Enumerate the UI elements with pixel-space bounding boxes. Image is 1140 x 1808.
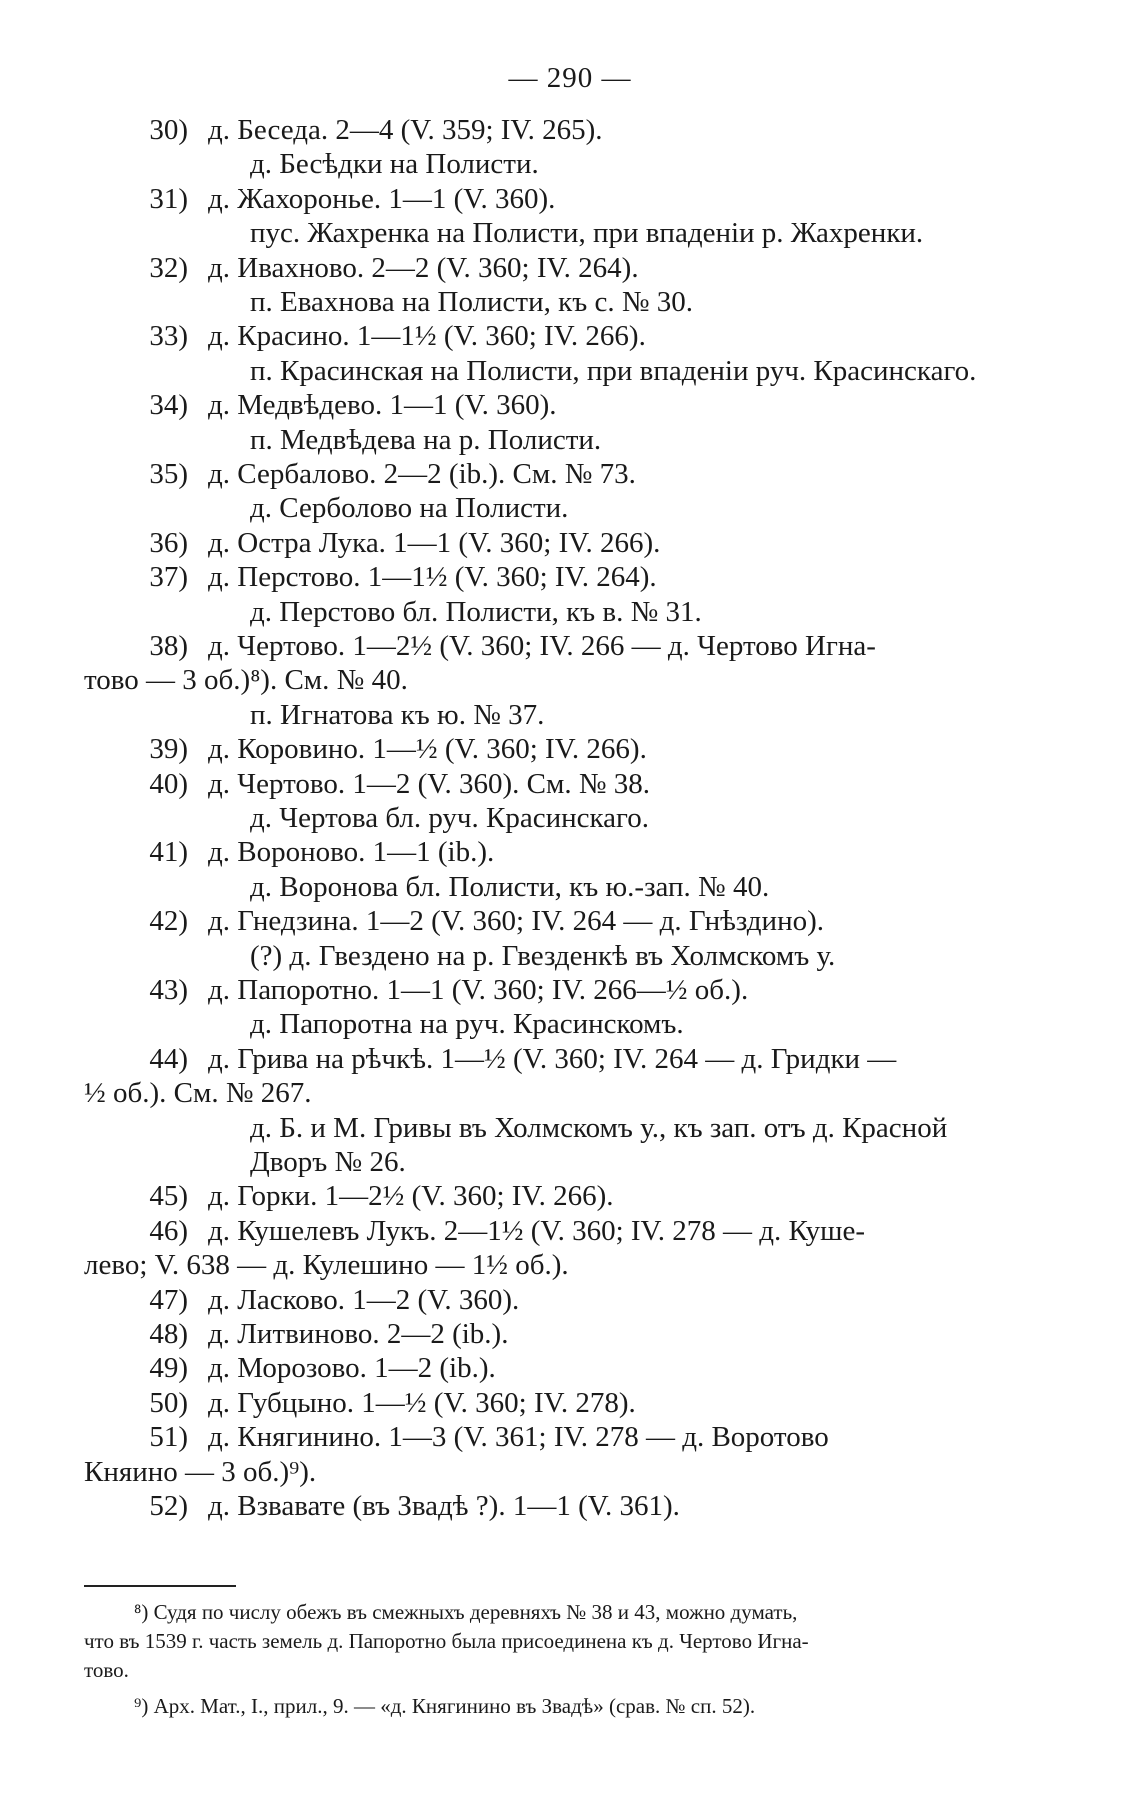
entry-number: 37) — [149, 561, 188, 594]
entry-heading: д. Грива на рѣчкѣ. 1—½ (V. 360; IV. 264 — д. Гридки — — [208, 1042, 897, 1075]
entry-heading: д. Ивахново. 2—2 (V. 360; IV. 264). — [208, 251, 639, 284]
entry-modern-name: п. Евахнова на Полисти, къ с. № 30. — [250, 286, 694, 318]
entry-number: 46) — [149, 1214, 188, 1247]
entry-number: 35) — [149, 458, 188, 490]
entry-number: 48) — [149, 1318, 188, 1350]
entry-heading: д. Княгинино. 1—3 (V. 361; IV. 278 — д. Воротово — [208, 1421, 829, 1454]
entry-continuation: лево; V. 638 — д. Кулешино — 1½ об.). — [84, 1249, 569, 1282]
entry-modern-name: д. Серболово на Полисти. — [250, 492, 569, 525]
entry-heading: д. Красино. 1—1½ (V. 360; IV. 266). — [208, 320, 646, 353]
entry-modern-name: п. Красинская на Полисти, при впаденіи руч. Красинскаго. — [250, 354, 977, 387]
entry-modern-name: д. Перстово бл. Полисти, къ в. № 31. — [250, 595, 702, 628]
entry-heading: д. Морозово. 1—2 (ib.). — [208, 1352, 496, 1385]
footnote-rule — [84, 1585, 236, 1587]
entry-heading: д. Чертово. 1—2 (V. 360). См. № 38. — [208, 767, 651, 800]
entry-heading: д. Губцыно. 1—½ (V. 360; IV. 278). — [208, 1386, 636, 1419]
entry-number: 49) — [149, 1352, 188, 1385]
entry-number: 41) — [149, 836, 188, 869]
entry-number: 34) — [149, 389, 188, 422]
entry-number: 52) — [149, 1490, 188, 1522]
entry-heading: д. Перстово. 1—1½ (V. 360; IV. 264). — [208, 561, 657, 594]
entry-modern-name-continued: Дворъ № 26. — [250, 1146, 406, 1178]
entry-number: 43) — [149, 974, 188, 1006]
entry-modern-name: д. Папоротна на руч. Красинскомъ. — [250, 1008, 684, 1041]
entry-heading: д. Остра Лука. 1—1 (V. 360; IV. 266). — [208, 526, 661, 559]
entry-modern-name: д. Чертова бл. руч. Красинскаго. — [250, 802, 649, 834]
entry-heading: д. Ласково. 1—2 (V. 360). — [208, 1283, 520, 1316]
entry-continuation: ½ об.). См. № 267. — [84, 1077, 312, 1110]
footnote-8-line-2: что въ 1539 г. часть земель д. Папоротно была присоединена къ д. Чертово Игна- — [84, 1629, 809, 1653]
entry-modern-name: п. Медвѣдева на р. Полисти. — [250, 423, 602, 456]
entry-heading: д. Коровино. 1—½ (V. 360; IV. 266). — [208, 733, 647, 766]
entry-modern-name: п. Игнатова къ ю. № 37. — [250, 698, 545, 731]
entry-heading: д. Литвиново. 2—2 (ib.). — [208, 1318, 509, 1350]
entry-modern-name: (?) д. Гвездено на р. Гвезденкѣ въ Холмскомъ у. — [250, 939, 836, 972]
entry-number: 39) — [149, 733, 188, 766]
entry-number: 42) — [149, 905, 188, 938]
entry-heading: д. Беседа. 2—4 (V. 359; IV. 265). — [208, 114, 603, 146]
entry-heading: д. Медвѣдево. 1—1 (V. 360). — [208, 389, 557, 422]
entry-continuation: Княино — 3 об.)⁹). — [84, 1455, 317, 1488]
entry-heading: д. Взвавате (въ Звадѣ ?). 1—1 (V. 361). — [208, 1490, 680, 1522]
entry-number: 44) — [149, 1042, 188, 1075]
entry-number: 38) — [149, 630, 188, 662]
entry-number: 45) — [149, 1180, 188, 1213]
entry-heading: д. Жахоронье. 1—1 (V. 360). — [208, 182, 556, 215]
entry-number: 51) — [149, 1421, 188, 1454]
page-number: — 290 — — [508, 62, 632, 94]
entry-modern-name: пус. Жахренка на Полисти, при впаденіи р. Жахренки. — [250, 217, 924, 250]
entry-continuation: тово — 3 об.)⁸). См. № 40. — [84, 664, 408, 697]
entry-modern-name: д. Воронова бл. Полисти, къ ю.-зап. № 40. — [250, 870, 770, 903]
entry-number: 50) — [149, 1386, 188, 1419]
entry-heading: д. Гнедзина. 1—2 (V. 360; IV. 264 — д. Гнѣздино). — [208, 905, 824, 938]
entry-number: 40) — [149, 767, 188, 800]
footnote-9: ⁹) Арх. Мат., I., прил., 9. — «д. Княгинино въ Звадѣ» (срав. № сп. 52). — [134, 1694, 756, 1718]
entry-heading: д. Вороново. 1—1 (ib.). — [208, 836, 495, 869]
entry-heading: д. Кушелевъ Лукъ. 2—1½ (V. 360; IV. 278 — д. Куше- — [208, 1214, 866, 1247]
footnote-8-line-3: тово. — [84, 1658, 129, 1682]
entry-heading: д. Чертово. 1—2½ (V. 360; IV. 266 — д. Чертово Игна- — [208, 630, 876, 662]
entry-number: 32) — [149, 251, 188, 284]
entry-heading: д. Сербалово. 2—2 (ib.). См. № 73. — [208, 458, 636, 490]
entry-number: 33) — [149, 320, 188, 353]
entry-modern-name: д. Б. и М. Гривы въ Холмскомъ у., къ зап. отъ д. Красной — [250, 1111, 948, 1144]
entry-number: 47) — [149, 1283, 188, 1316]
entry-number: 30) — [149, 114, 188, 146]
entry-modern-name: д. Бесѣдки на Полисти. — [250, 148, 539, 181]
entry-number: 36) — [149, 526, 188, 559]
entry-heading: д. Горки. 1—2½ (V. 360; IV. 266). — [208, 1180, 614, 1213]
entry-heading: д. Папоротно. 1—1 (V. 360; IV. 266—½ об.). — [208, 974, 749, 1006]
footnote-8-line-1: ⁸) Судя по числу обежъ въ смежныхъ деревняхъ № 38 и 43, можно думать, — [134, 1600, 798, 1624]
entry-number: 31) — [149, 182, 188, 215]
